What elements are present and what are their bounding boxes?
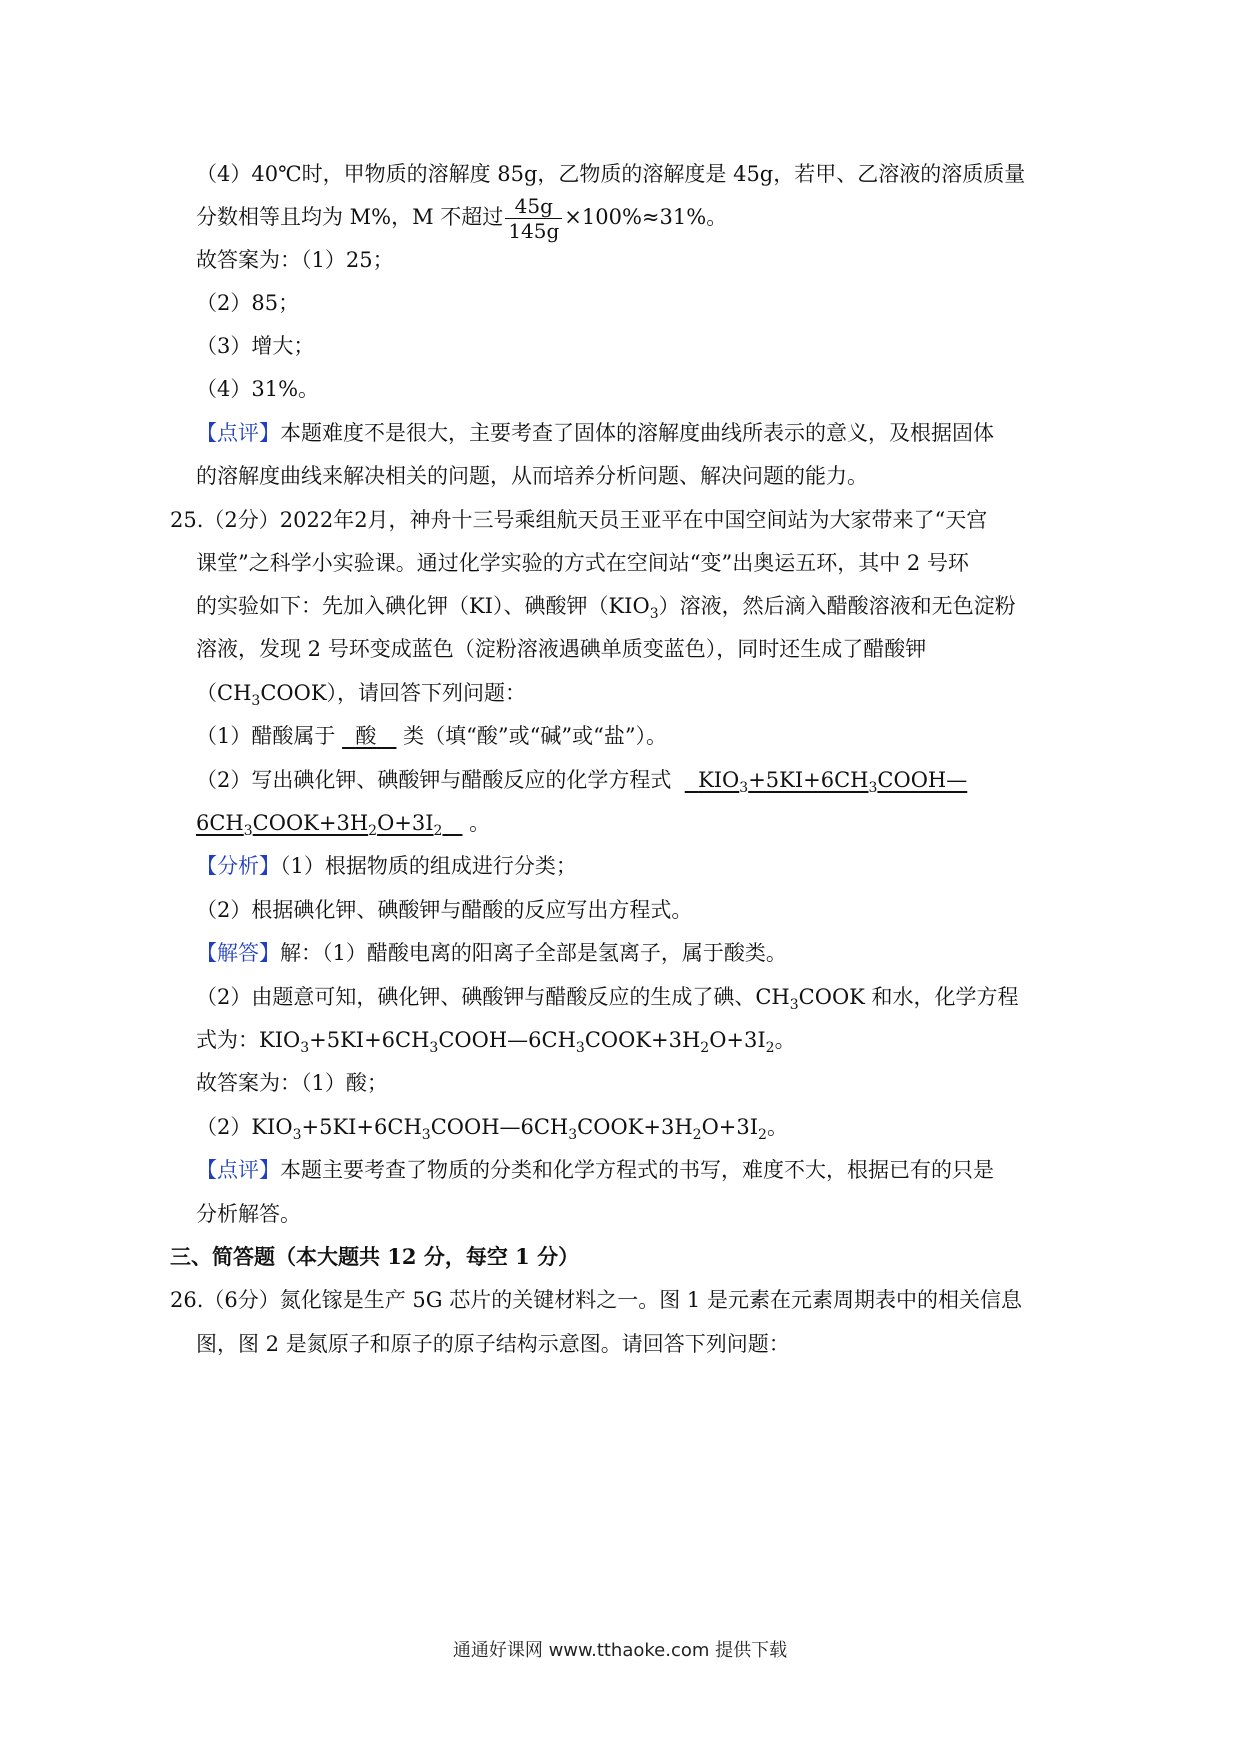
- q26-line2: 图，图 2 是氮原子和原子的原子结构示意图。请回答下列问题：: [196, 1332, 790, 1356]
- q24-answer-4: （4）31%。: [196, 377, 320, 401]
- q24-comment-line1: 【点评】本题难度不是很大，主要考查了固体的溶解度曲线所表示的意义，及根据固体: [196, 421, 994, 445]
- analysis-tag: 【分析】: [196, 854, 280, 878]
- comment-tag: 【点评】: [196, 421, 280, 445]
- q25-line1: 25.（2分）2022年2月，神舟十三号乘组航天员王亚平在中国空间站为大家带来了“天宫: [170, 508, 988, 532]
- section-title: 三、简答题（本大题共 12 分，每空 1 分）: [170, 1244, 580, 1269]
- q25-solution-line3: 式为：$KIO_3+5KI+6CH_3COOH—6CH_3COOK+3H_2O+3I_2$。: [196, 1028, 796, 1057]
- q26-line1: 26.（6分）氮化镓是生产 5G 芯片的关键材料之一。图 1 是元素在元素周期表中的相关信息: [170, 1288, 1022, 1312]
- q25-sub2-answer-part2: $6CH_3COOK+3H_2O+3I_2$: [196, 811, 443, 840]
- page-footer: 通通好课网 www.tthaoke.com 提供下载: [452, 1640, 788, 1661]
- q25-solution-line1: 【解答】解：（1）醋酸电离的阳离子全部是氢离子，属于酸类。: [196, 941, 787, 965]
- q24-part4-line1: （4）40℃时，甲物质的溶解度 85g，乙物质的溶解度是 45g，若甲、乙溶液的溶质质量: [196, 162, 1026, 186]
- q25-sub1-answer: 酸: [355, 724, 377, 748]
- comment-tag: 【点评】: [196, 1158, 280, 1182]
- q25-final-2: $(2)KIO_3+5KI+6CH_3COOH—6CH_3COOK+3H_2O+3I_2$。: [196, 1115, 788, 1144]
- q25-line4: 溶液，发现 2 号环变成蓝色（淀粉溶液遇碘单质变蓝色），同时还生成了醋酸钾: [196, 637, 927, 661]
- q25-solution-line2: （2）由题意可知，碘化钾、碘酸钾与醋酸反应的生成了碘、$CH_3COOK$ 和水，化学方程: [196, 985, 1019, 1014]
- q25-analysis-line1: 【分析】（1）根据物质的组成进行分类；: [196, 854, 577, 878]
- q25-final-head: 故答案为：（1）酸；: [196, 1071, 388, 1095]
- q25-line2: 课堂”之科学小实验课。通过化学实验的方式在空间站“变”出奥运五环，其中 2 号环: [196, 551, 969, 575]
- q25-line3: 的实验如下：先加入碘化钾（KI）、碘酸钾$(KIO_3)$溶液，然后滴入醋酸溶液和无色淀粉: [196, 594, 1016, 623]
- q24-answer-3: （3）增大；: [196, 334, 315, 358]
- q25-comment-line1: 【点评】本题主要考查了物质的分类和化学方程式的书写，难度不大，根据已有的只是: [196, 1158, 994, 1182]
- q25-sub2-answer-part1: $KIO_3+5KI+6CH_3COOH—$: [698, 768, 968, 797]
- fraction: $\frac{45g}{145g}$: [505, 194, 562, 243]
- q25-analysis-line2: （2）根据碘化钾、碘酸钾与醋酸的反应写出方程式。: [196, 898, 693, 922]
- q25-sub1: （1）醋酸属于 酸 类（填“酸”或“碱”或“盐”）。: [196, 724, 668, 748]
- q24-answer-2: （2）85；: [196, 291, 300, 315]
- solution-tag: 【解答】: [196, 941, 280, 965]
- q25-sub2-line1: （2）写出碘化钾、碘酸钾与醋酸反应的化学方程式 $KIO_3+5KI+6CH_3COOH—$: [196, 768, 968, 797]
- q25-line5: $(CH_3COOK)$，请回答下列问题：: [196, 681, 527, 710]
- q24-comment-line2: 的溶解度曲线来解决相关的问题，从而培养分析问题、解决问题的能力。: [196, 464, 868, 488]
- q24-answer-head: 故答案为：（1）25；: [196, 248, 394, 272]
- q24-part4-line2: 分数相等且均为 M%，M 不超过 $\frac{45g}{145g}$ ×100%≈31%。: [196, 194, 728, 243]
- q25-sub2-line2: $6CH_3COOK+3H_2O+3I_2$ 。: [196, 811, 491, 840]
- q25-comment-line2: 分析解答。: [196, 1202, 301, 1226]
